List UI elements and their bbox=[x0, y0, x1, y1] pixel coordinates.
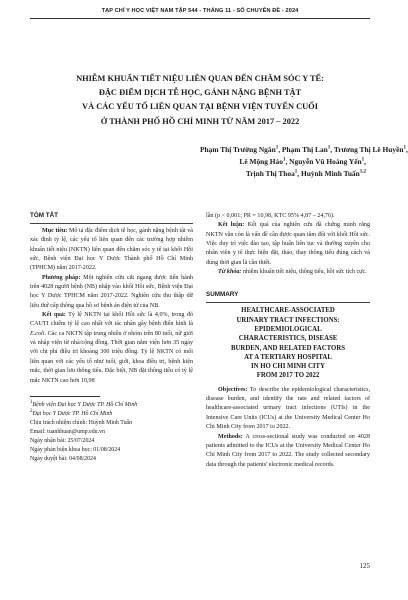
affiliation-1-text: Bệnh viện Đại học Y Dược TP. Hồ Chí Minh bbox=[32, 401, 138, 408]
conclusion-text: Kết quả của nghiên cứu đã chứng minh rằng NKTN vẫn còn là vấn đề cần được quan tâm đối với khối Hồi sức. Việc duy trì việc đào tạo, tập huấn liên tục và thường xuyên cho nhân viên y tế thực hiện đặt, tháo, thay thông tiểu đúng cách và đúng thời gian là cần thiết. bbox=[206, 222, 370, 266]
summary-methods bbox=[206, 433, 370, 470]
summary-divider bbox=[206, 302, 370, 303]
date-reviewed: Ngày phản biện khoa học: 01/08/2024 bbox=[30, 446, 121, 453]
author-affiliation-mark: 1,2 bbox=[359, 169, 366, 175]
english-title-line: EPIDEMIOLOGICAL bbox=[254, 326, 322, 333]
date-received: Ngày nhận bài: 25/07/2024 bbox=[30, 437, 95, 444]
author-name: Nguyễn Vũ Hoàng Yến bbox=[289, 156, 362, 166]
title-line: Ở THÀNH PHỐ HỒ CHÍ MINH TỪ NĂM 2017 – 2022 bbox=[100, 116, 300, 126]
author-name: Trịnh Thị Thoa bbox=[245, 168, 295, 178]
title-line: NHIỄM KHUẨN TIẾT NIỆU LIÊN QUAN ĐẾN CHĂM SÓC Y TẾ: bbox=[76, 74, 324, 83]
methods-label: Methods: bbox=[218, 433, 243, 440]
abstract-conclusion bbox=[206, 221, 370, 268]
result-label: Kết quả: bbox=[42, 312, 66, 319]
result-text: Tỷ lệ NKTN tại khối Hồi sức là 4,0%, trong đó CAUTI chiếm tỷ lệ cao nhất với tác nhân gây bệnh điển hình là bbox=[30, 312, 193, 328]
method-text: Một nghiên cứu cắt ngang được tiến hành trên 4028 người bệnh (NB) nhập vào khối Hồi sức, Bệnh viện Đại học Y Dược TPHCM năm 2017-2022. Nghiên cứu thu thập dữ liệu thứ cấp thông qua hồ sơ bệnh án điện tử của NB. bbox=[30, 274, 193, 309]
keywords-text: nhiễm khuẩn tiết niệu, thông tiểu, hồi sức tích cực. bbox=[241, 269, 367, 276]
english-title-line: HEALTHCARE-ASSOCIATED bbox=[241, 307, 335, 315]
date-accepted: Ngày duyệt bài: 04/08/2024 bbox=[30, 455, 96, 462]
english-summary-heading: SUMMARY bbox=[206, 291, 239, 299]
author-separator: , bbox=[297, 168, 301, 178]
author-separator: , bbox=[285, 156, 290, 166]
right-column bbox=[206, 212, 370, 470]
author-name: Trương Thị Lê Huyền bbox=[333, 145, 404, 154]
methods-text: A cross-sectional study was conducted on 4028 patients admitted to the ICUs at the University Medical Center Ho Chi Minh City from 2017 to 2022. The study collected secondary data through the patients' electronic medical records. bbox=[206, 433, 370, 468]
objectives-label: Objectives: bbox=[218, 386, 248, 393]
corresponding-author: Chịu trách nhiệm chính: Huỳnh Minh Tuấn bbox=[30, 419, 133, 426]
author-list bbox=[200, 144, 408, 179]
english-title-line: BURDEN, AND RELATED FACTORS bbox=[230, 344, 346, 352]
author-affiliation-mark: 1 bbox=[403, 145, 406, 151]
author-name: Huỳnh Minh Tuấn bbox=[300, 168, 360, 178]
author-name: Lê Mộng Hảo bbox=[239, 156, 283, 166]
header-divider bbox=[30, 18, 370, 19]
footnote-affiliation-1: $^1$Bệnh viện Đại học Y Dược TP. Hồ Chí Minh bbox=[30, 399, 138, 408]
author-affiliation-mark: 1 bbox=[294, 169, 298, 175]
footnote-affiliation-2: $^2$Đại học Y Dược TP. Hồ Chí Minh bbox=[30, 408, 113, 417]
article-title bbox=[42, 72, 358, 129]
author-separator: , bbox=[278, 145, 282, 154]
objectives-text: To describe the epidemiological characteristics, disease burden, and identify the rate and related factors of healthcare-associated urinary tract infections (UTIs) in the Intensive Care Units (ICUs) at the University Medical Center Ho Chi Minh City from 2017 to 2022. bbox=[206, 386, 370, 431]
objective-label: Mục tiêu: bbox=[42, 228, 68, 234]
left-column bbox=[30, 212, 193, 464]
author-separator: , bbox=[364, 156, 366, 166]
vietnamese-abstract-heading: TÓM TẮT bbox=[30, 212, 58, 219]
english-title-line: CHARACTERISTICS, DISEASE bbox=[238, 335, 338, 343]
author-affiliation-mark: 1 bbox=[282, 157, 286, 163]
keywords-label: Từ khóa: bbox=[218, 269, 242, 276]
method-label: Phương pháp: bbox=[42, 274, 81, 281]
title-line: VÀ CÁC YẾU TỐ LIÊN QUAN TẠI BỆNH VIỆN TUYẾN CUỐI bbox=[82, 102, 318, 112]
abstract-objective bbox=[30, 227, 193, 274]
corresponding-email: Email: tuanhhuan@ump.edu.vn bbox=[30, 428, 105, 435]
abstract-method bbox=[30, 274, 193, 311]
title-line: ĐẶC ĐIỂM DỊCH TỄ HỌC, GÁNH NẶNG BỆNH TẬT bbox=[98, 88, 302, 98]
keywords bbox=[206, 268, 370, 277]
english-title-line: FROM 2017 TO 2022 bbox=[256, 372, 320, 380]
author-name: Phạm Thị Lan bbox=[281, 145, 328, 154]
abstract-result bbox=[30, 311, 193, 386]
abstract-divider bbox=[30, 223, 193, 224]
english-title bbox=[206, 306, 370, 380]
objective-text: Mô tả đặc điểm dịch tễ học, gánh nặng bệnh tật và xác định tỷ lệ, các yếu tố liên quan đến các trường hợp nhiễm khuẩn tiết niệu (NKTN) liên quan đến chăm sóc y tế tại khối Hồi sức, Bệnh viện Đại học Y Dược Thành phố Hồ Chí Minh (TPHCM) năm 2017-2022. bbox=[30, 228, 194, 272]
conclusion-label: Kết luận: bbox=[218, 222, 245, 229]
summary-objectives bbox=[206, 386, 370, 433]
author-name: Phạm Thị Trường Ngân bbox=[200, 145, 276, 154]
author-separator: , bbox=[405, 145, 408, 154]
affiliation-2-text: Đại học Y Dược TP. Hồ Chí Minh bbox=[32, 410, 113, 417]
footnote-divider bbox=[30, 396, 100, 397]
author-affiliation-mark: 1 bbox=[327, 145, 331, 151]
author-affiliation-mark: 1 bbox=[275, 145, 279, 151]
author-separator: , bbox=[330, 145, 334, 154]
author-affiliation-mark: 1 bbox=[361, 157, 365, 163]
english-title-line: AT A TERTIARY HOSPITAL bbox=[244, 353, 332, 361]
english-title-line: URINARY TRACT INFECTIONS: bbox=[236, 316, 340, 324]
organism-name: E.coli bbox=[30, 330, 45, 337]
result-continuation: lần (p < 0,001; PR = 10,98, KTC 95% 4,87 – 24,76). bbox=[206, 213, 335, 219]
result-text-cont: . Các ca NKTN tập trung nhiều ở nhóm trên 80 tuổi, nữ giới và nhập viện từ nhà/cộng đồng. Thời gian nằm viện hơn 35 ngày với chi phí điều trị khoảng 300 triệu đồng. Tỷ lệ NKTN có mối liên quan với các yếu tố như tuổi, giới, khoa điều trị, bệnh kiện mắc, thời gian lưu thông tiểu. Đặc biệt, NB đặt thông tiểu có tỷ lệ mắc NKTN cao hơn 10,98 bbox=[30, 330, 193, 384]
english-title-line: IN HO CHI MINH CITY bbox=[250, 363, 326, 371]
page-number: 125 bbox=[359, 562, 370, 570]
journal-header: TẠP CHÍ Y HỌC VIỆT NAM TẬP 544 - THÁNG 11 - SỐ CHUYÊN ĐỀ - 2024 bbox=[101, 8, 299, 14]
